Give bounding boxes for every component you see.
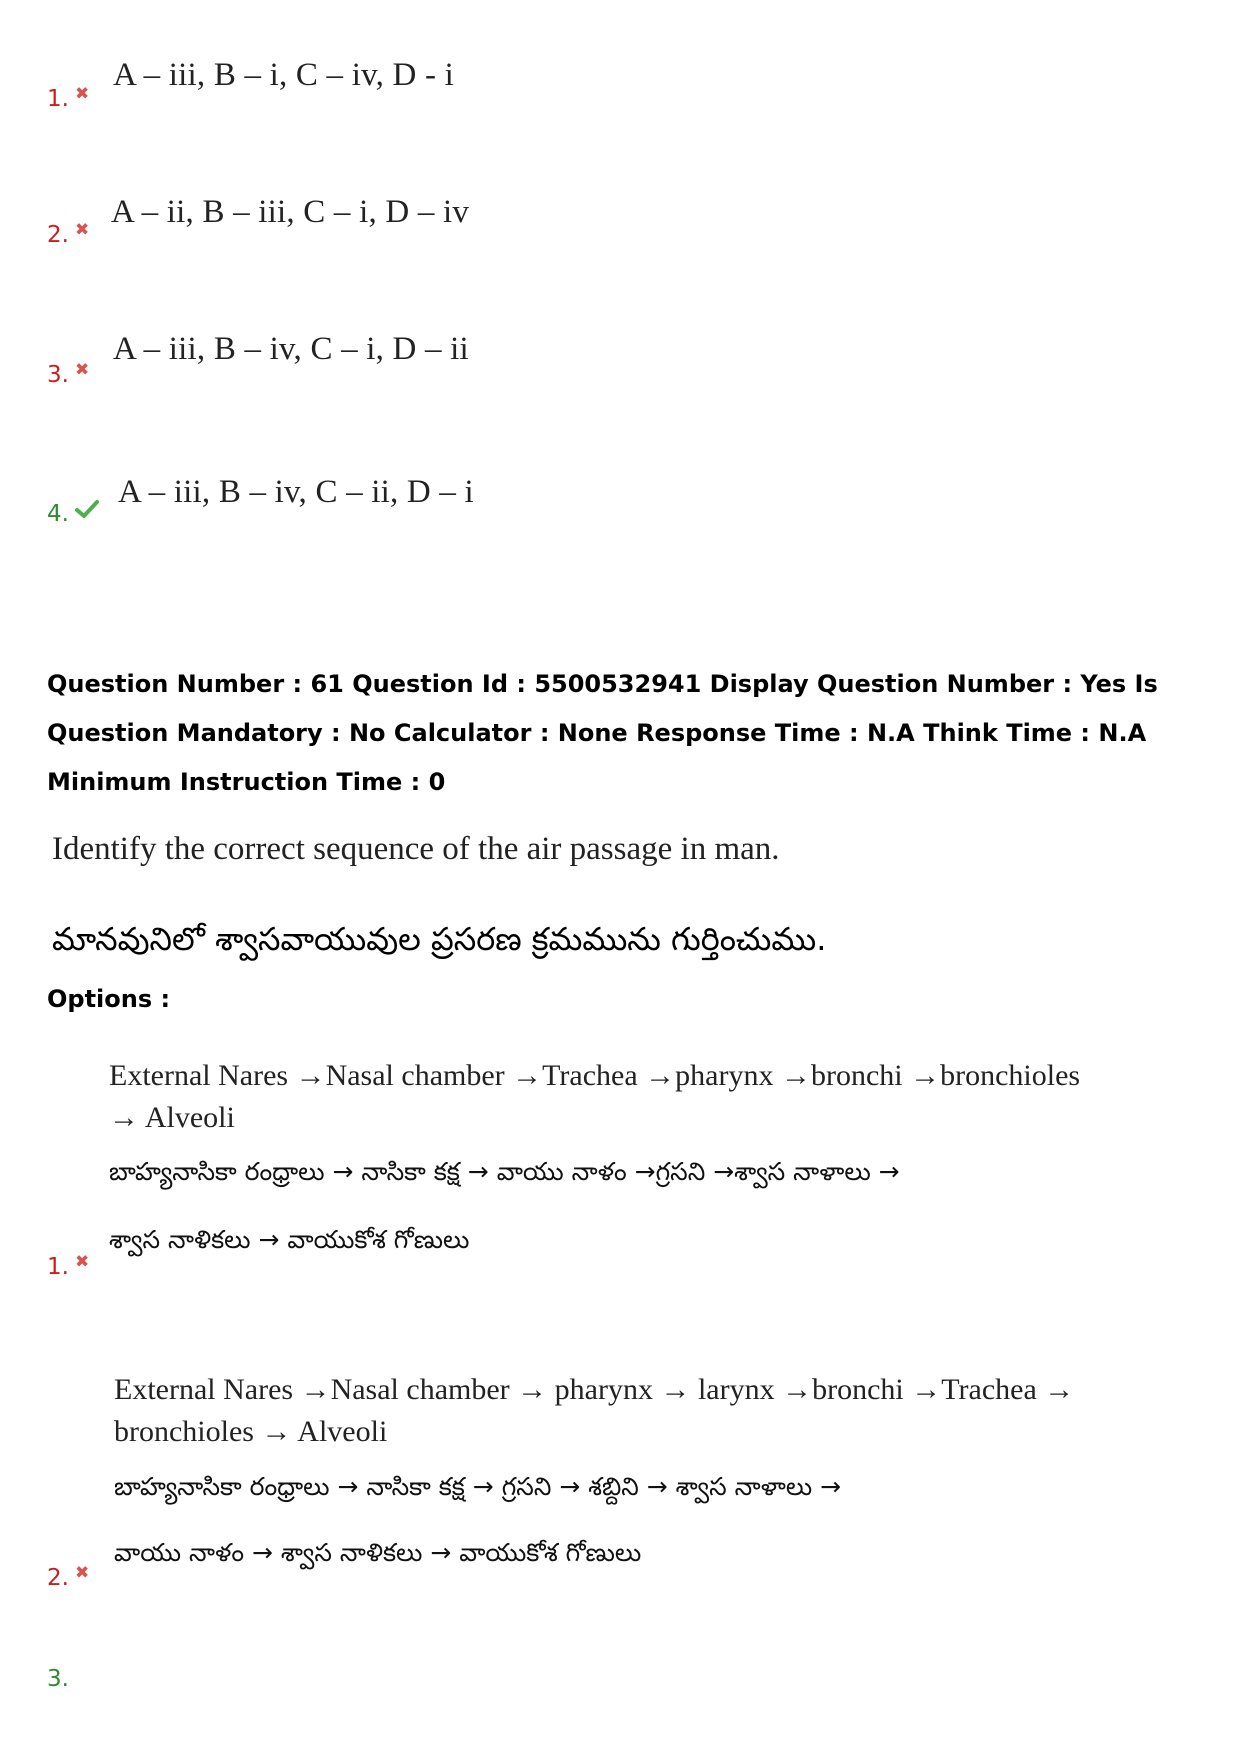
option-number: 2.	[47, 222, 69, 248]
option-number: 3.	[47, 1666, 69, 1692]
prev-option-4-text: A – iii, B – iv, C – ii, D – i	[118, 474, 474, 510]
option-1-en-line1: External Nares →Nasal chamber →Trachea →pharynx →bronchi →bronchioles	[109, 1059, 1081, 1092]
cross-icon: ✖	[74, 84, 90, 104]
question-text-english: Identify the correct sequence of the air passage in man.	[52, 831, 780, 867]
option-number: 1.	[47, 86, 69, 112]
option-1-te-line1: బాహ్యనాసికా రంధ్రాలు → నాసికా కక్ష → వాయు నాళం →గ్రసని →శ్వాస నాళాలు →	[109, 1157, 900, 1186]
option-1-en-line2: → Alveoli	[109, 1101, 235, 1134]
option-2-te-line2: వాయు నాళం → శ్వాస నాళికలు → వాయుకోశ గోణులు	[114, 1538, 642, 1567]
options-label: Options :	[47, 985, 171, 1013]
prev-option-3-text: A – iii, B – iv, C – i, D – ii	[113, 331, 469, 367]
option-3	[47, 1666, 69, 1692]
cross-icon: ✖	[74, 220, 90, 240]
prev-option-1	[47, 86, 89, 112]
option-number: 2.	[47, 1565, 69, 1591]
cross-icon: ✖	[74, 360, 90, 380]
option-1	[47, 1254, 89, 1280]
question-meta: Question Number : 61 Question Id : 5500532941 Display Question Number : Yes Is Question Mandatory : No Calculator : None Response Time : N.A Think Time : N.A Minimum Instruction Time : 0	[47, 670, 1158, 796]
prev-option-1-text: A – iii, B – i, C – iv, D - i	[113, 57, 455, 93]
option-2-te-line1: బాహ్యనాసికా రంధ్రాలు → నాసికా కక్ష → గ్రసని → శబ్దిని → శ్వాస నాళాలు →	[114, 1472, 842, 1501]
option-2-en-line2: bronchioles → Alveoli	[114, 1415, 388, 1448]
option-2	[47, 1565, 89, 1591]
prev-option-2	[47, 222, 89, 248]
option-number: 1.	[47, 1254, 69, 1280]
question-text-telugu: మానవునిలో శ్వాసవాయువుల ప్రసరణ క్రమమును గుర్తించుము.	[52, 920, 827, 958]
prev-option-2-text: A – ii, B – iii, C – i, D – iv	[111, 194, 470, 230]
option-1-te-line2: శ్వాస నాళికలు → వాయుకోశ గోణులు	[109, 1225, 470, 1254]
prev-option-4	[47, 501, 99, 527]
option-2-en-line1: External Nares →Nasal chamber → pharynx → larynx →bronchi →Trachea →	[114, 1373, 1075, 1406]
option-number: 4.	[47, 501, 69, 527]
cross-icon: ✖	[74, 1252, 90, 1272]
prev-option-3	[47, 362, 89, 388]
check-icon	[75, 499, 99, 523]
option-number: 3.	[47, 362, 69, 388]
cross-icon: ✖	[74, 1563, 90, 1583]
